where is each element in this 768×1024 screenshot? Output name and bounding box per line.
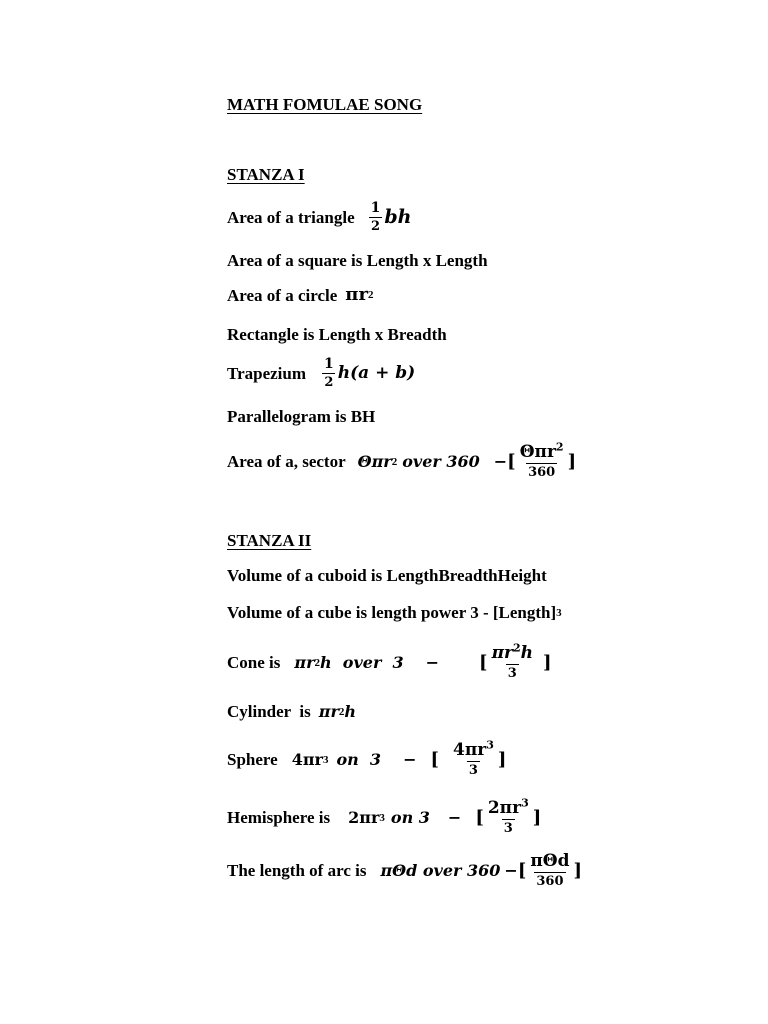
- trapezium-fraction: [322, 357, 336, 389]
- sector-open-bracket: [: [507, 450, 516, 472]
- hemisphere-expression-b: on 3: [390, 807, 430, 827]
- hemisphere-fraction: [486, 796, 531, 836]
- triangle-frac-den: 2: [370, 219, 381, 234]
- sphere-dash: −: [403, 749, 417, 769]
- rectangle-line: Rectangle is Length x Breadth: [227, 325, 447, 344]
- cone-fraction: [490, 641, 535, 681]
- cone-expression-a: πr: [294, 652, 315, 672]
- circle-label: Area of a circle: [227, 285, 338, 305]
- cylinder-expression-a: πr: [318, 701, 339, 721]
- hemisphere-frac-num-exponent: 3: [521, 796, 529, 810]
- sector-expression-a: Θπr: [357, 451, 392, 471]
- cylinder-label: Cylinder is: [227, 702, 311, 721]
- arc-line: [227, 853, 582, 888]
- hemisphere-open-bracket: [: [475, 806, 484, 828]
- cone-label: Cone is: [227, 653, 281, 672]
- sphere-expression-b: on 3: [336, 749, 382, 769]
- arc-open-bracket: [: [517, 859, 527, 881]
- trapezium-line: [227, 357, 415, 389]
- arc-frac-den: 360: [536, 874, 564, 889]
- cuboid-line: Volume of a cuboid is LengthBreadthHeight: [227, 566, 547, 585]
- sector-line: Area of a, sector Θπr 2 over 360 − [ $\frac{\Theta\pi r^2}{360}$ ]: [227, 440, 577, 480]
- cone-expression-b: h over 3: [320, 652, 404, 672]
- sector-frac-den: 360: [528, 465, 556, 480]
- arc-label: The length of arc is: [227, 861, 367, 880]
- sector-close-bracket: ]: [567, 450, 577, 472]
- hemisphere-expression-a: 2πr: [348, 807, 380, 827]
- hemisphere-line: Hemisphere is 2πr 3 on 3 − [ $\frac{2\pi r^3}{3}$ ]: [227, 796, 542, 836]
- cone-dash: −: [425, 652, 440, 672]
- sphere-frac-num: 4πr: [453, 740, 487, 760]
- stanza-two-heading: STANZA II: [227, 531, 312, 550]
- arc-frac-num: πΘd: [530, 851, 570, 871]
- sphere-frac-den: 3: [468, 763, 478, 778]
- triangle-expression: bh: [384, 205, 412, 228]
- cube-text: Volume of a cube is length power 3 - [Length]: [227, 603, 557, 622]
- cylinder-line: Cylinder is πr 2 h: [227, 701, 357, 721]
- trapezium-expression: h(a + b): [337, 362, 416, 383]
- page-title: MATH FOMULAE SONG: [227, 95, 423, 114]
- sector-dash: −: [493, 451, 508, 471]
- hemisphere-close-bracket: ]: [532, 806, 542, 828]
- sphere-expression-a: 4πr: [291, 749, 323, 769]
- sphere-frac-num-exponent: 3: [486, 738, 494, 752]
- arc-fraction: [528, 853, 571, 888]
- parallelogram-line: Parallelogram is BH: [227, 407, 376, 426]
- trapezium-label: Trapezium: [227, 363, 307, 383]
- square-line: Area of a square is Length x Length: [227, 251, 488, 270]
- triangle-frac-num: 1: [370, 200, 381, 216]
- stanza-one-heading: STANZA I: [227, 165, 305, 184]
- circle-expression: πr: [345, 284, 368, 305]
- sector-frac-num: Θπr: [519, 442, 556, 462]
- arc-close-bracket: ]: [573, 859, 583, 881]
- sector-frac-num-exponent: 2: [555, 440, 564, 454]
- cone-frac-den: 3: [507, 666, 517, 681]
- arc-expression: πΘd over 360: [380, 860, 501, 880]
- cube-line: Volume of a cube is length power 3 - [Length] 3: [227, 603, 562, 622]
- triangle-label: Area of a triangle: [227, 207, 355, 227]
- sphere-open-bracket: [: [430, 748, 439, 770]
- sector-fraction: [518, 440, 566, 480]
- circle-line: Area of a circle πr 2: [227, 284, 374, 305]
- sphere-label: Sphere: [227, 750, 278, 769]
- hemisphere-dash: −: [447, 807, 462, 827]
- trapezium-frac-num: 1: [324, 356, 334, 372]
- trapezium-frac-den: 2: [324, 375, 334, 390]
- cone-line: Cone is πr 2 h over 3 − [ $\frac{\pi r^2h}{3}$ ]: [227, 641, 552, 681]
- arc-dash: −: [504, 860, 518, 880]
- cylinder-expression-b: h: [344, 701, 357, 721]
- triangle-line: [227, 201, 411, 233]
- sphere-fraction: [451, 738, 496, 778]
- sector-label: Area of a, sector: [227, 452, 346, 471]
- cone-frac-num-exponent: 2: [512, 641, 521, 655]
- hemisphere-frac-num: 2πr: [487, 798, 522, 818]
- cone-close-bracket: ]: [543, 651, 552, 673]
- sphere-line: Sphere 4πr 3 on 3 − [ $\frac{4\pi r^3}{3}$ ]: [227, 738, 507, 778]
- sector-expression-b: over 360: [402, 451, 480, 471]
- triangle-fraction: [369, 201, 383, 233]
- hemisphere-frac-den: 3: [503, 821, 513, 836]
- cone-frac-num: πr: [491, 643, 513, 663]
- sphere-close-bracket: ]: [497, 748, 507, 770]
- cone-frac-num-b: h: [520, 643, 534, 663]
- cone-open-bracket: [: [479, 651, 488, 673]
- hemisphere-label: Hemisphere is: [227, 808, 331, 827]
